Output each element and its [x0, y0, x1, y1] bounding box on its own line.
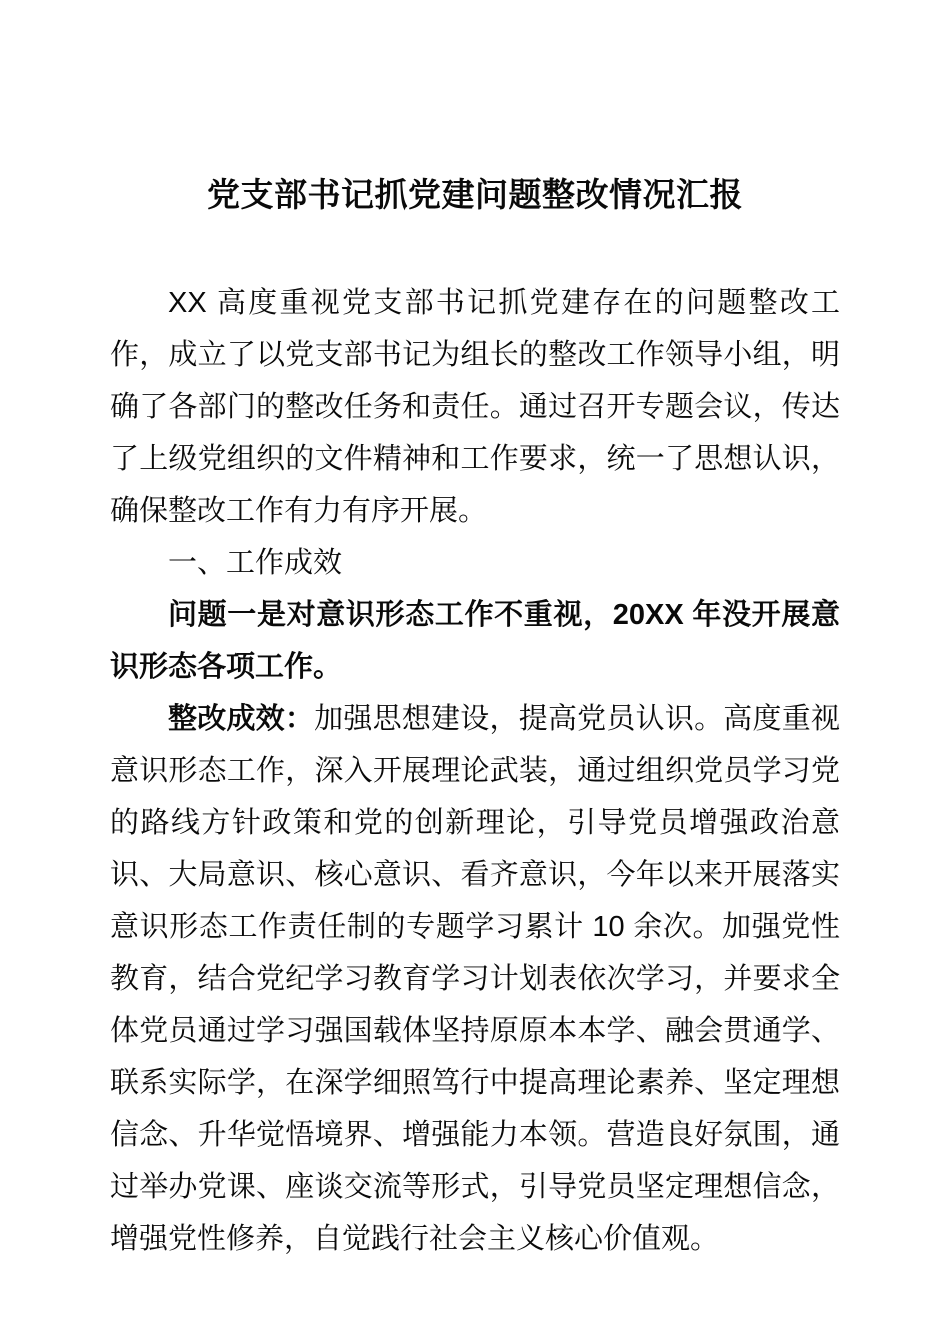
rectification-result-body: 加强思想建设，提高党员认识。高度重视意识形态工作，深入开展理论武装，通过组织党员学习党的路线方针政策和党的创新理论，引导党员增强政治意识、大局意识、核心意识、看齐意识，今年以来开展落实意识形态工作责任制的专题学习累计 10 余次。加强党性教育，结合党纪学习教育学习计划表依次学习，并要求全体党员通过学习强国载体坚持原原本本学、融会贯通学、联系实际学，在深学细照笃行中提高理论素养、坚定理想信念、升华觉悟境界、增强能力本领。营造良好氛围，通过举办党课、座谈交流等形式，引导党员坚定理想信念，增强党性修养，自觉践行社会主义核心价值观。 — [110, 703, 840, 1255]
document-content — [110, 0, 840, 1265]
problem-statement-one: 问题一是对意识形态工作不重视，20XX 年没开展意识形态各项工作。 — [110, 599, 840, 683]
opening-paragraph: XX 高度重视党支部书记抓党建存在的问题整改工作，成立了以党支部书记为组长的整改工作领导小组，明确了各部门的整改任务和责任。通过召开专题会议，传达了上级党组织的文件精神和工作要求，统一了思想认识，确保整改工作有力有序开展。 — [110, 287, 840, 527]
section-heading-work-results: 一、工作成效 — [168, 547, 343, 579]
rectification-result-label: 整改成效： — [168, 703, 315, 735]
page-title: 党支部书记抓党建问题整改情况汇报 — [207, 176, 743, 213]
rectification-result-paragraph — [110, 693, 840, 1265]
